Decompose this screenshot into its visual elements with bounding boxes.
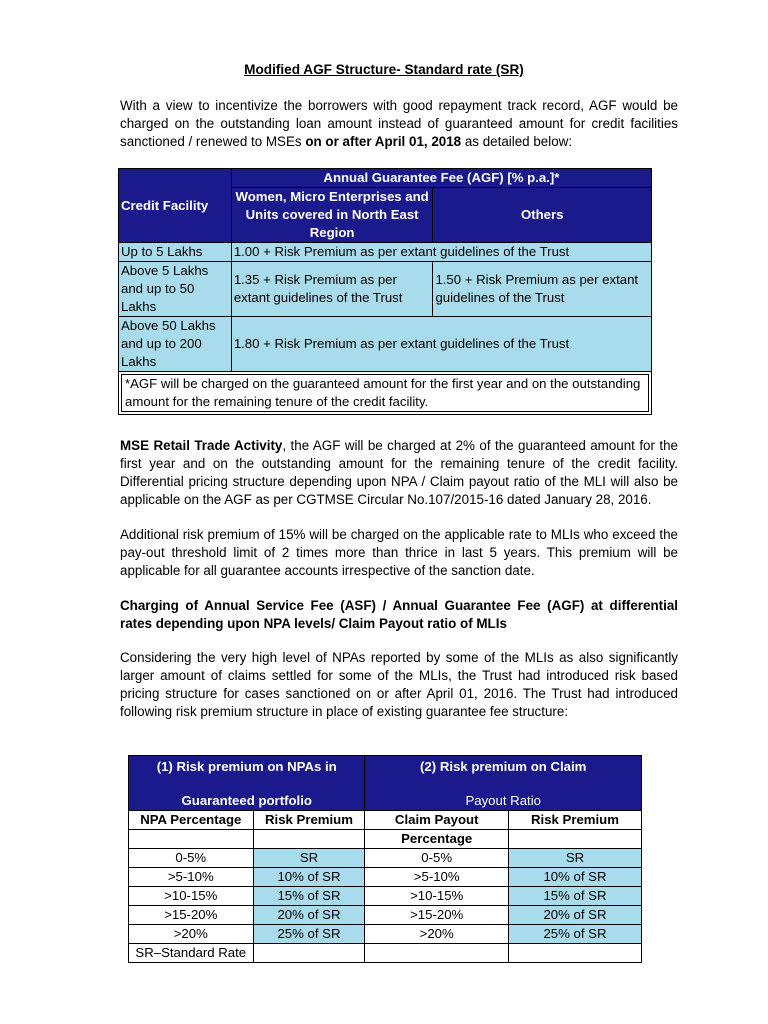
claim-range: 0-5% bbox=[365, 849, 509, 868]
table-row bbox=[129, 906, 642, 925]
risk-premium-header: Risk Premium bbox=[253, 811, 365, 830]
facility-cell: Above 5 Lakhs and up to 50 Lakhs bbox=[119, 262, 232, 317]
npa-premium: 10% of SR bbox=[253, 868, 365, 887]
npa-premium: 25% of SR bbox=[253, 925, 365, 944]
npa-range: >15-20% bbox=[129, 906, 254, 925]
npa-range: >10-15% bbox=[129, 887, 254, 906]
npa-percentage-header: NPA Percentage bbox=[129, 811, 254, 830]
claim-risk-header: (2) Risk premium on Claim Payout Ratio bbox=[365, 756, 642, 811]
percentage-header: Percentage bbox=[365, 830, 509, 849]
risk-premium-header-2: Risk Premium bbox=[508, 811, 641, 830]
risk-premium-table bbox=[128, 755, 642, 963]
claim-range: >5-10% bbox=[365, 868, 509, 887]
facility-cell: Above 50 Lakhs and up to 200 Lakhs bbox=[119, 317, 232, 372]
claim-premium: 25% of SR bbox=[508, 925, 641, 944]
risk-header-row bbox=[129, 756, 642, 811]
rate-cell: 1.00 + Risk Premium as per extant guidelines of the Trust bbox=[231, 243, 651, 262]
agf-main-header: Annual Guarantee Fee (AGF) [% p.a.]* bbox=[231, 169, 651, 188]
others-header: Others bbox=[433, 188, 652, 243]
risk-subheader-row-2 bbox=[129, 830, 642, 849]
npa-range: >20% bbox=[129, 925, 254, 944]
rate-cell-women: 1.35 + Risk Premium as per extant guidelines of the Trust bbox=[231, 262, 433, 317]
risk-subheader-row bbox=[129, 811, 642, 830]
credit-facility-header: Credit Facility bbox=[119, 169, 232, 243]
facility-cell: Up to 5 Lakhs bbox=[119, 243, 232, 262]
npa-range: 0-5% bbox=[129, 849, 254, 868]
agf-header-row-1 bbox=[119, 169, 652, 188]
claim-premium: 10% of SR bbox=[508, 868, 641, 887]
agf-footnote: *AGF will be charged on the guaranteed amount for the first year and on the outstanding amount for the remaining tenure of the credit facility. bbox=[121, 374, 649, 412]
footnote-row bbox=[119, 372, 652, 415]
additional-premium-paragraph: Additional risk premium of 15% will be charged on the applicable rate to MLIs who exceed the pay-out threshold limit of 2 times more than thrice in last 5 years. This premium will be applicable for all guarantee accounts irrespective of the sanction date. bbox=[120, 527, 678, 578]
npa-premium: 15% of SR bbox=[253, 887, 365, 906]
table-row bbox=[129, 868, 642, 887]
claim-range: >20% bbox=[365, 925, 509, 944]
claim-range: >10-15% bbox=[365, 887, 509, 906]
table-row bbox=[129, 849, 642, 868]
npa-range: >5-10% bbox=[129, 868, 254, 887]
table-row bbox=[119, 317, 652, 372]
claim-premium: 15% of SR bbox=[508, 887, 641, 906]
risk-footer-row bbox=[129, 944, 642, 963]
intro-paragraph: With a view to incentivize the borrowers with good repayment track record, AGF would be charged on the outstanding loan amount instead of guaranteed amount for credit facilities sanctioned / renewed to MSEs on or after April 01, 2018 as detailed below: bbox=[120, 98, 678, 149]
considering-paragraph: Considering the very high level of NPAs reported by some of the MLIs as also significantly larger amount of claims settled for some of the MLIs, the Trust had introduced risk based pricing structure for cases sanctioned on or after April 01, 2016. The Trust had introduced following risk premium structure in place of existing guarantee fee structure: bbox=[120, 650, 678, 719]
claim-range: >15-20% bbox=[365, 906, 509, 925]
table-row bbox=[119, 243, 652, 262]
section-heading: Charging of Annual Service Fee (ASF) / Annual Guarantee Fee (AGF) at differential rates depending upon NPA levels/ Claim Payout ratio of MLIs bbox=[120, 598, 678, 631]
rate-cell-others: 1.50 + Risk Premium as per extant guidelines of the Trust bbox=[433, 262, 652, 317]
women-header: Women, Micro Enterprises and Units covered in North East Region bbox=[231, 188, 433, 243]
document-title: Modified AGF Structure- Standard rate (SR) bbox=[244, 62, 524, 77]
table-row bbox=[129, 887, 642, 906]
sr-legend: SR–Standard Rate bbox=[129, 944, 254, 963]
rate-cell: 1.80 + Risk Premium as per extant guidelines of the Trust bbox=[231, 317, 651, 372]
agf-table bbox=[118, 168, 652, 415]
npa-risk-header: (1) Risk premium on NPAs in Guaranteed portfolio bbox=[129, 756, 365, 811]
claim-premium: 20% of SR bbox=[508, 906, 641, 925]
npa-premium: SR bbox=[253, 849, 365, 868]
table-row bbox=[129, 925, 642, 944]
claim-payout-header: Claim Payout bbox=[365, 811, 509, 830]
claim-premium: SR bbox=[508, 849, 641, 868]
table-row bbox=[119, 262, 652, 317]
retail-paragraph: MSE Retail Trade Activity, the AGF will be charged at 2% of the guaranteed amount for the first year and on the outstanding amount for the remaining tenure of the credit facility. Differential pricing structure depending upon NPA / Claim payout ratio of the MLI will also be applicable on the AGF as per CGTMSE Circular No.107/2015-16 dated January 28, 2016. bbox=[120, 438, 678, 507]
npa-premium: 20% of SR bbox=[253, 906, 365, 925]
